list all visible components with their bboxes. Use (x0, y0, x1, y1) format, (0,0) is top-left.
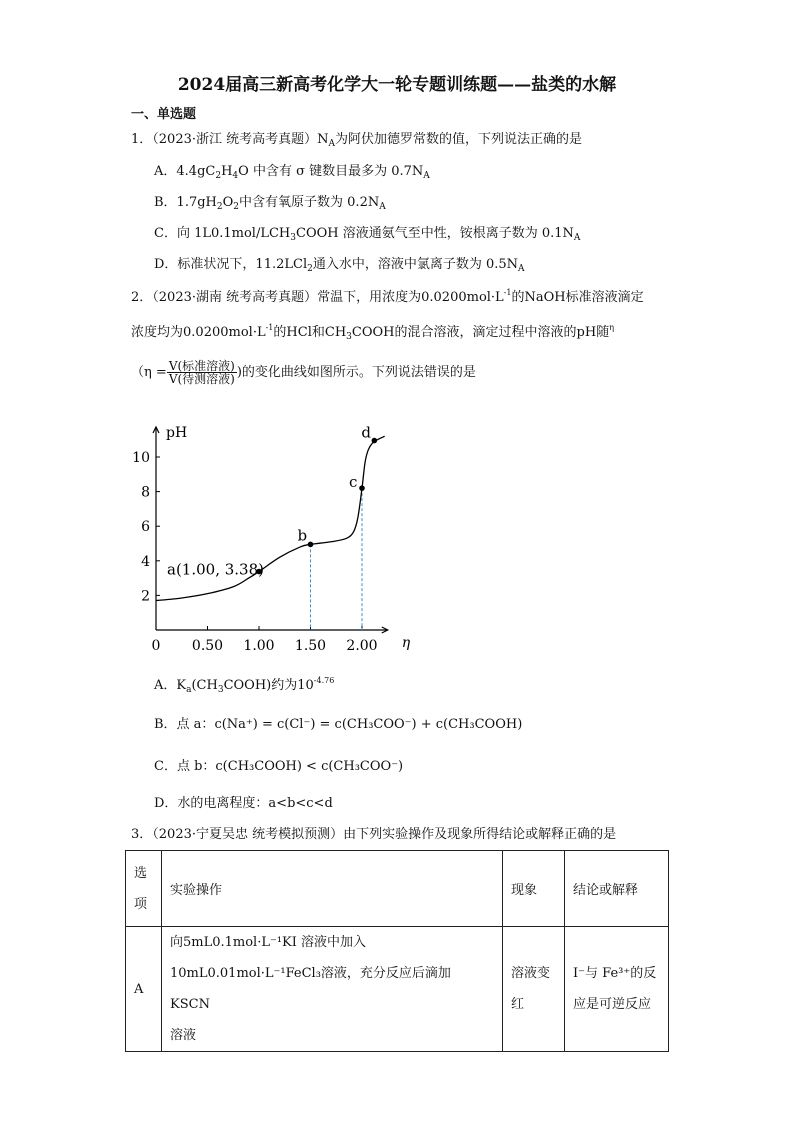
point-label-d: d (361, 423, 371, 442)
row-a-conclusion: I⁻与 Fe³⁺的反应是可逆反应 (565, 927, 669, 1052)
point-label-c: c (349, 473, 358, 492)
y-tick-label: 2 (141, 588, 150, 605)
header-option: 选项 (126, 851, 162, 927)
point-label-a: a(1.00, 3.38) (167, 560, 264, 579)
y-tick-label: 4 (141, 553, 150, 570)
x-tick-label: 1.00 (243, 638, 275, 654)
q2-option-b[interactable]: B．点 a：c(Na⁺) = c(Cl⁻) = c(CH₃COO⁻) + c(CH₃COOH) (154, 717, 523, 732)
point-b (308, 542, 314, 548)
x-tick-label: 0.50 (191, 638, 224, 654)
header-conclusion: 结论或解释 (565, 851, 669, 927)
section-heading: 一、单选题 (131, 107, 197, 122)
q1-option-a[interactable]: A．$4.4gC_2H_4O$ 中含有 σ 键数目最多为 $0.7N_A$ (154, 164, 430, 181)
y-tick-label: 10 (132, 450, 150, 466)
y-axis-label: pH (166, 425, 188, 441)
row-a-operation: 向5mL0.1mol·L⁻¹KI 溶液中加入 10mL0.01mol·L⁻¹FeCl₃溶液，充分反应后滴加 KSCN 溶液 (162, 927, 503, 1052)
row-a-phenomenon: 溶液变红 (503, 927, 565, 1052)
q2-option-a[interactable]: A．$K_a(CH_3COOH)$约为$10^{-4.76}$ (154, 676, 335, 695)
point-d (372, 438, 378, 444)
q1-option-c[interactable]: C．向 $1L0.1mol/LCH_3COOH$ 溶液通氨气至中性，铵根离子数为 $0.1N_A$ (154, 226, 581, 243)
y-tick-label: 8 (141, 484, 150, 501)
question-2-line2: 浓度均为$0.0200mol\cdot L^{-1}$的HCl和$CH_3COOH$的混合溶液，滴定过程中溶液的pH随$^\eta$ (131, 323, 615, 342)
eta-fraction: $\frac{\text{V(标准溶液)}}{\text{V(待测溶液)}}$ (168, 359, 235, 386)
question-1-stem: 1．（2023·浙江 统考高考真题）$N_A$为阿伏加德罗常数的值，下列说法正确的是 (131, 132, 583, 149)
q1-option-b[interactable]: B．$1.7gH_2O_2$中含有氧原子数为 $0.2N_A$ (154, 195, 386, 212)
experiment-table (125, 850, 669, 1052)
q2-option-d[interactable]: D．水的电离程度：a<b<c<d (154, 796, 333, 811)
header-phenomenon: 现象 (503, 851, 565, 927)
q1-option-d[interactable]: D．标准状况下，11.2LCl$_2$通入水中，溶液中氯离子数为 $0.5N_A$ (154, 257, 525, 274)
titration-curve-chart (130, 415, 420, 665)
eta-definition: （η = $\frac{\text{V(标准溶液)}}{\text{V(待测溶液)}}$ )的变化曲线如图所示。下列说法错误的是 (131, 359, 476, 386)
row-a-option: A (126, 927, 162, 1052)
table-row (126, 927, 669, 1052)
x-tick-label: 1.50 (294, 638, 327, 654)
question-3-stem: 3．（2023·宁夏吴忠 统考模拟预测）由下列实验操作及现象所得结论或解释正确的是 (131, 827, 617, 842)
table-header-row (126, 851, 669, 927)
page-title: 2024届高三新高考化学大一轮专题训练题——盐类的水解 (177, 75, 617, 95)
point-label-b: b (297, 526, 308, 545)
x-tick-label: 2.00 (346, 638, 378, 654)
x-axis-label: η (401, 635, 411, 651)
header-operation: 实验操作 (162, 851, 503, 927)
point-c (359, 485, 365, 491)
y-tick-label: 6 (141, 519, 150, 536)
q2-option-c[interactable]: C．点 b：c(CH₃COOH) < c(CH₃COO⁻) (154, 759, 404, 774)
x-tick-label: 0 (151, 638, 161, 654)
question-2-line1: 2．（2023·湖南 统考高考真题）常温下，用浓度为$0.0200mol\cdot L^{-1}$的NaOH标准溶液滴定 (131, 288, 644, 305)
